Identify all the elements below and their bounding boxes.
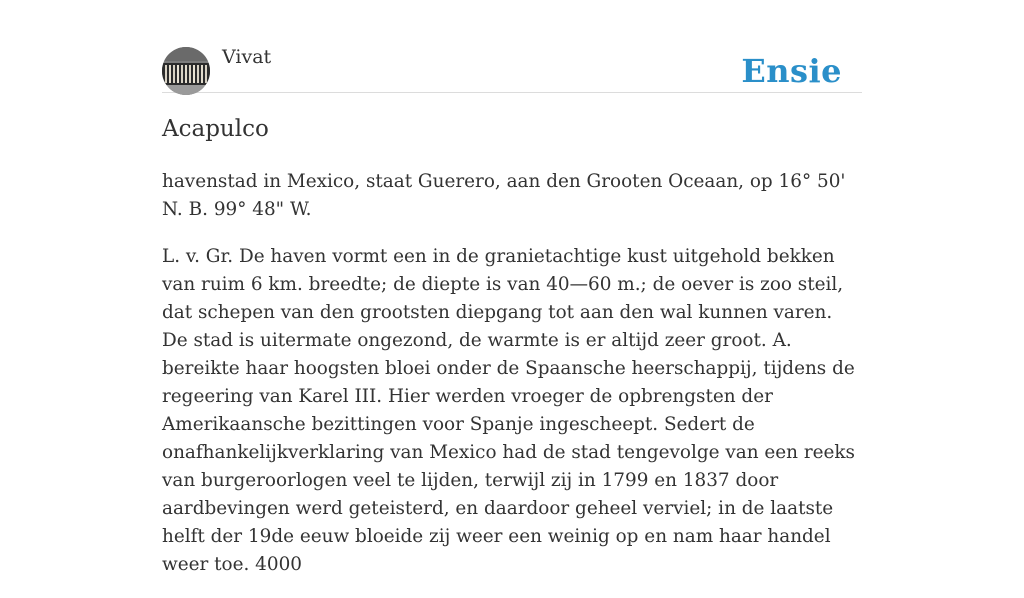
article-paragraph-1: havenstad in Mexico, staat Guerero, aan den Grooten Oceaan, op 16° 50' N. B. 99° 48" W.	[162, 171, 846, 220]
article-title: Acapulco	[162, 116, 269, 142]
author-avatar[interactable]	[162, 47, 210, 95]
article-body	[162, 168, 862, 598]
avatar-image	[162, 47, 210, 95]
article-paragraph-2: L. v. Gr. De haven vormt een in de granietachtige kust uitgehold bekken van ruim 6 km. breedte; de diepte is van 40—60 m.; de oever is zoo steil, dat schepen van den grootsten diepgang tot aan den wal kunnen varen. De stad is uitermate ongezond, de warmte is er altijd zeer groot. A. bereikte haar hoogsten bloei onder de Spaansche heerschappij, tijdens de regeering van Karel III. Hier werden vroeger de opbrengsten der Amerikaansche bezittingen voor Spanje ingescheept. Sedert de onafhankelijkverklaring van Mexico had de stad tengevolge van een reeks van burgeroorlogen veel te lijden, terwijl zij in 1799 en 1837 door aardbevingen werd geteisterd, en daardoor geheel verviel; in de laatste helft der 19de eeuw bloeide zij weer een weinig op en nam haar handel weer toe. 4000	[162, 246, 855, 575]
header	[162, 0, 862, 93]
author-name[interactable]: Vivat	[222, 46, 272, 68]
brand-logo[interactable]: Ensie	[741, 52, 842, 90]
page	[162, 0, 862, 575]
